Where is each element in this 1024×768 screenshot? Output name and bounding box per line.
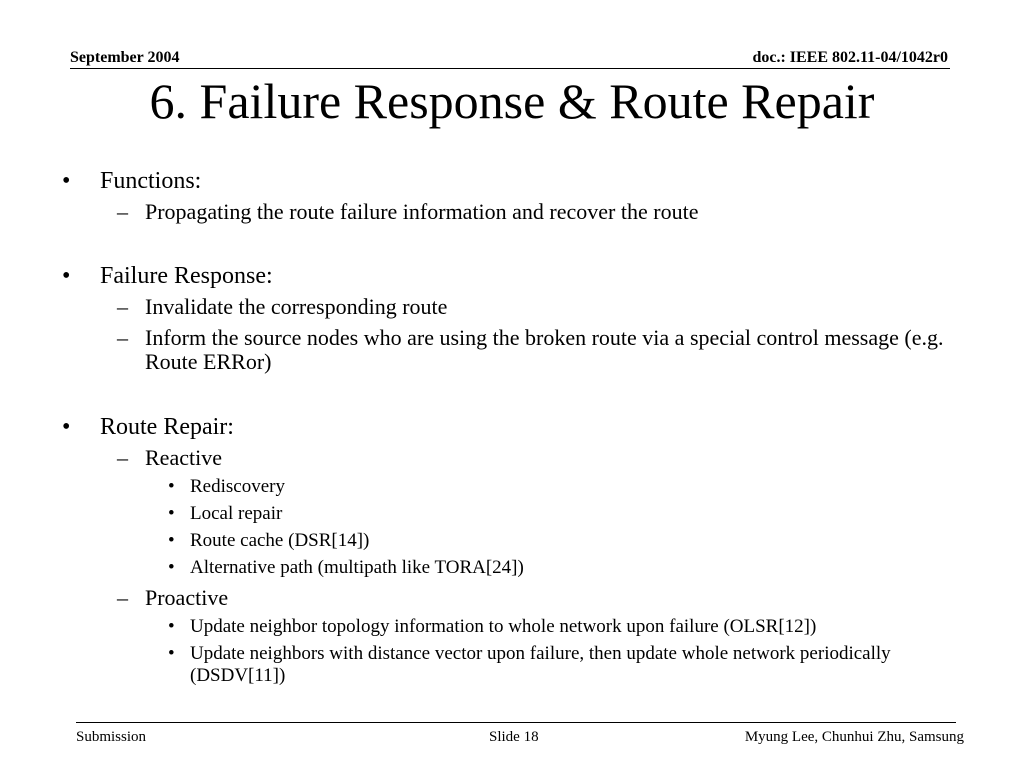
bullet-marker: • [168, 616, 175, 637]
header-doc-id: doc.: IEEE 802.11-04/1042r0 [752, 49, 948, 66]
footer-slide-number: Slide 18 [489, 729, 539, 745]
dash-marker: – [117, 325, 128, 350]
sub-bullet-text: Proactive [145, 585, 229, 610]
footer-divider [76, 722, 956, 723]
sub-bullet-text: Propagating the route failure information and recover the route [145, 199, 699, 224]
sub-sub-bullet-text: Update neighbor topology information to whole network upon failure (OLSR[12]) [190, 616, 817, 637]
dash-marker: – [117, 294, 128, 319]
sub-sub-bullet-text: Rediscovery [190, 476, 285, 497]
sub-sub-bullet-text: Alternative path (multipath like TORA[24]) [190, 557, 524, 578]
bullet-label: Failure Response: [100, 263, 273, 289]
dash-marker: – [117, 199, 128, 224]
bullet-marker: • [168, 530, 175, 551]
header-date: September 2004 [70, 49, 180, 66]
bullet-label: Route Repair: [100, 414, 234, 440]
bullet-marker: • [168, 476, 175, 497]
bullet-marker: • [62, 168, 71, 194]
sub-sub-bullet-text: Update neighbors with distance vector upon failure, then update whole network periodically (DSDV[11]) [190, 643, 891, 686]
dash-marker: – [117, 445, 128, 470]
bullet-label: Functions: [100, 168, 202, 194]
slide-title: 6. Failure Response & Route Repair [149, 73, 875, 129]
bullet-marker: • [168, 557, 175, 578]
bullet-marker: • [62, 263, 71, 289]
bullet-marker: • [62, 414, 71, 440]
dash-marker: – [117, 585, 128, 610]
sub-bullet-text: Reactive [145, 445, 222, 470]
sub-sub-bullet-text: Route cache (DSR[14]) [190, 530, 370, 551]
footer-authors: Myung Lee, Chunhui Zhu, Samsung [744, 729, 964, 745]
bullet-marker: • [168, 643, 175, 664]
footer-submission: Submission [76, 729, 147, 745]
bullet-marker: • [168, 503, 175, 524]
sub-sub-bullet-text: Local repair [190, 503, 283, 524]
sub-bullet-text: Inform the source nodes who are using the broken route via a special control message (e.g. Route ERRor) [145, 325, 944, 374]
sub-bullet-text: Invalidate the corresponding route [145, 294, 448, 319]
